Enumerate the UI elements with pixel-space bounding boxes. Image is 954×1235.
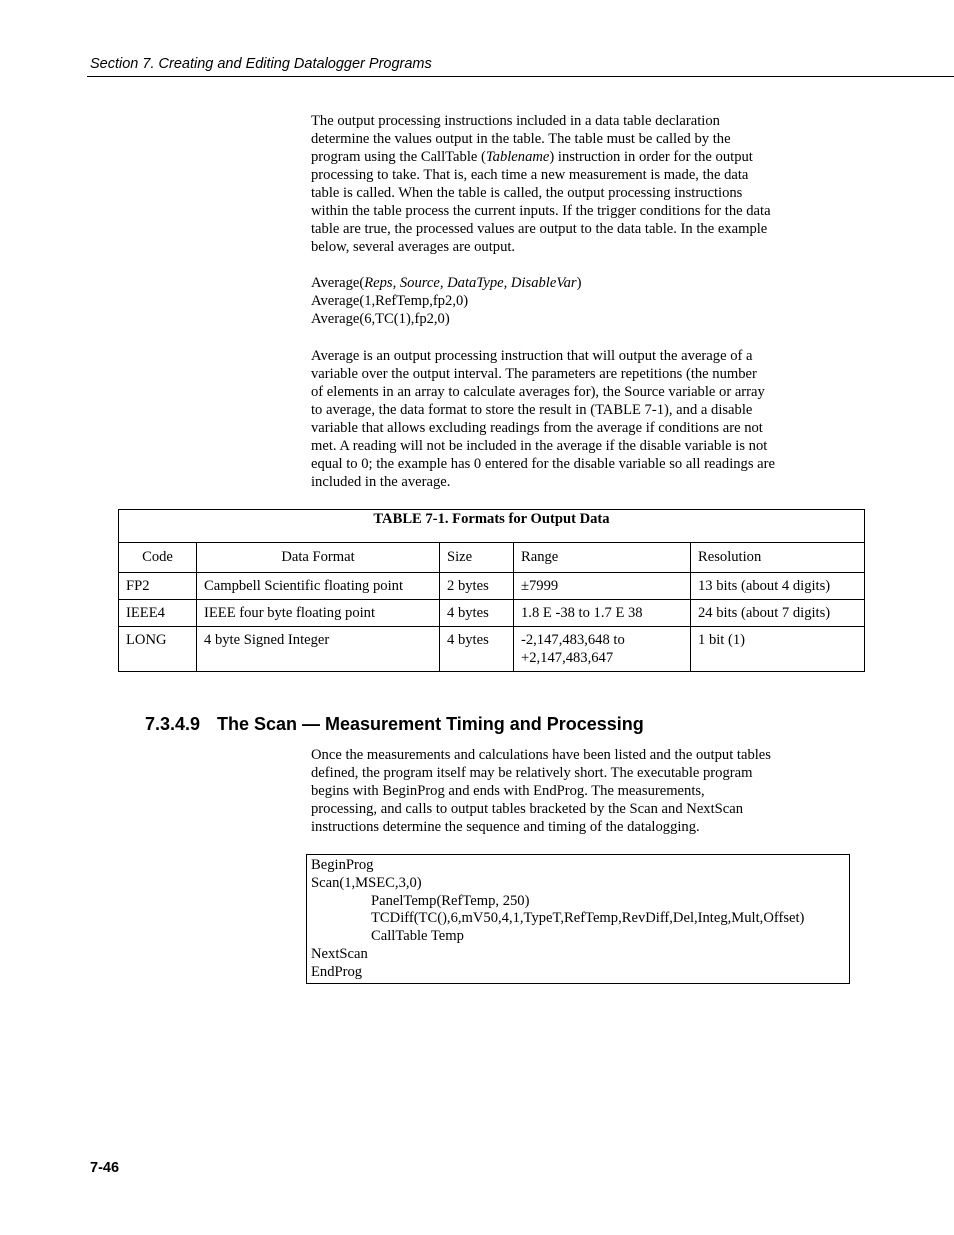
table-cell: ±7999 <box>514 573 691 600</box>
intro-text: ) instruction in order for the output <box>549 149 753 165</box>
syntax-params: Reps, Source, DataType, DisableVar <box>364 275 577 291</box>
table-cell: 13 bits (about 4 digits) <box>691 573 865 600</box>
syntax-example: Average(6,TC(1),fp2,0) <box>311 311 450 327</box>
scan-intro-line: processing, and calls to output tables bracketed by the Scan and NextScan <box>311 801 744 817</box>
column-header: Size <box>440 543 514 573</box>
code-line: NextScan <box>311 945 368 962</box>
running-header: Section 7. Creating and Editing Datalogger Programs <box>90 56 432 72</box>
scan-intro-line: begins with BeginProg and ends with EndProg. The measurements, <box>311 783 705 799</box>
section-title: The Scan — Measurement Timing and Processing <box>217 714 644 734</box>
intro-line: table are true, the processed values are output to the data table. In the example <box>311 221 768 237</box>
average-description <box>311 347 816 491</box>
table-cell: 1 bit (1) <box>691 627 865 672</box>
syntax-suffix: ) <box>576 275 582 291</box>
range-line: -2,147,483,648 to <box>521 632 625 648</box>
code-line: BeginProg <box>311 857 374 873</box>
desc-line: equal to 0; the example has 0 entered for the disable variable so all readings are <box>311 456 775 472</box>
table-cell: IEEE4 <box>119 600 197 627</box>
syntax-line <box>311 274 816 292</box>
table-cell: 24 bits (about 7 digits) <box>691 600 865 627</box>
table-title: TABLE 7-1. Formats for Output Data <box>119 510 865 543</box>
syntax-prefix: Average( <box>311 275 365 291</box>
desc-line: met. A reading will not be included in the average if the disable variable is not <box>311 438 768 454</box>
syntax-example: Average(1,RefTemp,fp2,0) <box>311 293 469 309</box>
formats-table <box>118 509 865 672</box>
table-row <box>119 627 865 672</box>
intro-line <box>311 148 816 166</box>
table-cell <box>514 627 691 672</box>
column-header: Code <box>119 543 197 573</box>
table-cell: 4 bytes <box>440 600 514 627</box>
scan-intro-line: Once the measurements and calculations have been listed and the output tables <box>311 747 771 763</box>
intro-line: processing to take. That is, each time a new measurement is made, the data <box>311 167 749 183</box>
scan-intro-line: defined, the program itself may be relatively short. The executable program <box>311 765 753 781</box>
table-title-row <box>119 510 865 543</box>
desc-line: of elements in an array to calculate averages for), the Source variable or array <box>311 384 765 400</box>
desc-line: included in the average. <box>311 474 451 490</box>
column-header: Data Format <box>197 543 440 573</box>
table-cell: LONG <box>119 627 197 672</box>
code-line: Scan(1,MSEC,3,0) <box>311 874 422 891</box>
table-cell: 2 bytes <box>440 573 514 600</box>
header-rule <box>87 76 954 77</box>
tablename-param: Tablename <box>485 149 550 165</box>
table-row <box>119 573 865 600</box>
desc-line: to average, the data format to store the result in (TABLE 7-1), and a disable <box>311 402 753 418</box>
table-cell: 4 bytes <box>440 627 514 672</box>
table-cell: FP2 <box>119 573 197 600</box>
intro-line: The output processing instructions included in a data table declaration <box>311 113 720 129</box>
formats-table-container <box>118 509 865 672</box>
code-line: PanelTemp(RefTemp, 250) <box>371 892 530 909</box>
intro-line: within the table process the current inputs. If the trigger conditions for the data <box>311 203 771 219</box>
intro-line: below, several averages are output. <box>311 239 516 255</box>
code-line: EndProg <box>311 963 363 980</box>
intro-line: table is called. When the table is called, the output processing instructions <box>311 185 743 201</box>
desc-line: Average is an output processing instruction that will output the average of a <box>311 348 753 364</box>
scan-intro-line: instructions determine the sequence and timing of the datalogging. <box>311 819 700 835</box>
average-syntax <box>311 274 816 328</box>
range-line: +2,147,483,647 <box>521 650 614 666</box>
intro-line: determine the values output in the table. The table must be called by the <box>311 131 731 147</box>
intro-paragraph <box>311 112 816 256</box>
desc-line: variable over the output interval. The parameters are repetitions (the number <box>311 366 757 382</box>
table-header-row <box>119 543 865 573</box>
column-header: Range <box>514 543 691 573</box>
page-number: 7-46 <box>90 1160 120 1176</box>
table-cell: 4 byte Signed Integer <box>197 627 440 672</box>
section-heading <box>145 714 644 735</box>
code-line: TCDiff(TC(),6,mV50,4,1,TypeT,RefTemp,RevDiff,Del,Integ,Mult,Offset) <box>371 910 805 927</box>
table-cell: IEEE four byte floating point <box>197 600 440 627</box>
code-line: CallTable Temp <box>371 928 464 945</box>
column-header: Resolution <box>691 543 865 573</box>
table-cell: Campbell Scientific floating point <box>197 573 440 600</box>
table-row <box>119 600 865 627</box>
section-number: 7.3.4.9 <box>145 714 201 734</box>
table-cell: 1.8 E -38 to 1.7 E 38 <box>514 600 691 627</box>
desc-line: variable that allows excluding readings from the average if conditions are not <box>311 420 763 436</box>
intro-text: program using the CallTable ( <box>311 149 486 165</box>
scan-intro-paragraph <box>311 746 816 836</box>
program-code-box <box>306 854 850 984</box>
